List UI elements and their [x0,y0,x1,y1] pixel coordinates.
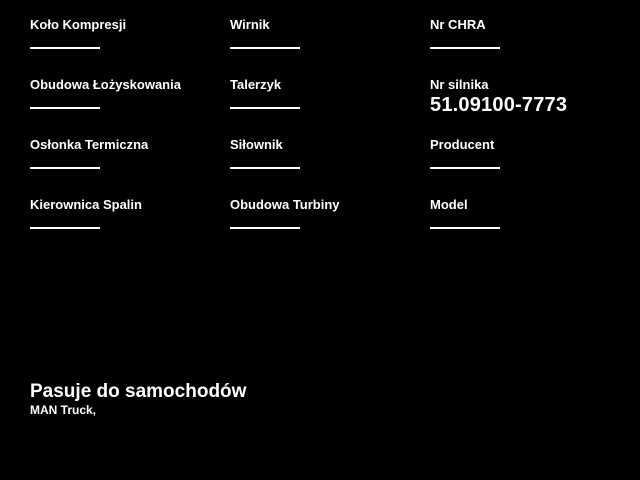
field-label: Siłownik [230,137,283,152]
field-nr-chra [430,17,630,77]
empty-value-underline [230,47,300,49]
field-nr-silnika [430,77,630,137]
field-label: Wirnik [230,17,270,32]
field-kierownica-spalin [30,197,230,257]
field-label: Nr CHRA [430,17,486,32]
empty-value-underline [230,167,300,169]
compatibility-vehicles: MAN Truck, [30,403,97,417]
field-talerzyk [230,77,430,137]
empty-value-underline [430,167,500,169]
field-label: Osłonka Termiczna [30,137,149,152]
field-model [430,197,630,257]
field-wirnik [230,17,430,77]
field-label: Koło Kompresji [30,17,127,32]
field-label: Nr silnika [430,77,489,92]
spec-grid [30,17,630,257]
field-label: Obudowa Turbiny [230,197,340,212]
field-label: Obudowa Łożyskowania [30,77,181,92]
empty-value-underline [30,227,100,229]
engine-number-value: 51.09100-7773 [430,94,568,116]
field-label: Kierownica Spalin [30,197,142,212]
empty-value-underline [30,167,100,169]
compatibility-heading: Pasuje do samochodów [30,381,247,402]
field-obudowa-lozyskowania [30,77,230,137]
field-oslonka-termiczna [30,137,230,197]
field-kolo-kompresji [30,17,230,77]
empty-value-underline [430,227,500,229]
empty-value-underline [30,107,100,109]
empty-value-underline [430,47,500,49]
field-label: Producent [430,137,495,152]
field-obudowa-turbiny [230,197,430,257]
field-label: Model [430,197,468,212]
field-producent [430,137,630,197]
field-label: Talerzyk [230,77,282,92]
empty-value-underline [30,47,100,49]
compatibility-section [30,381,246,417]
field-silownik [230,137,430,197]
empty-value-underline [230,227,300,229]
empty-value-underline [230,107,300,109]
